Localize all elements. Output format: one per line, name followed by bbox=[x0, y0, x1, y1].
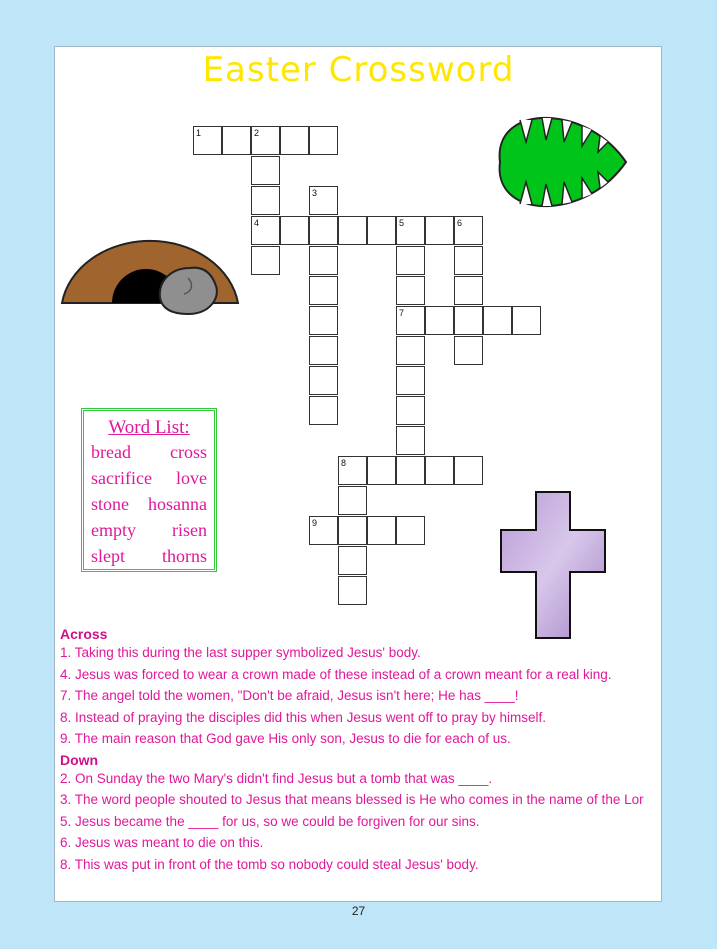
word-list-row bbox=[84, 439, 214, 465]
clue-number: 7 bbox=[399, 308, 405, 318]
word-list-word: cross bbox=[170, 442, 207, 462]
crossword-cell[interactable] bbox=[483, 306, 512, 335]
crossword-cell[interactable] bbox=[396, 276, 425, 305]
crossword-cell[interactable] bbox=[367, 216, 396, 245]
crossword-cell[interactable] bbox=[396, 246, 425, 275]
across-clue: 9. The main reason that God gave His only son, Jesus to die for each of us. bbox=[60, 731, 511, 746]
clue-number: 4 bbox=[254, 218, 260, 228]
crossword-cell[interactable] bbox=[396, 216, 425, 245]
crossword-cell[interactable] bbox=[425, 306, 454, 335]
crossword-cell[interactable] bbox=[338, 576, 367, 605]
crossword-cell[interactable] bbox=[396, 306, 425, 335]
crossword-cell[interactable] bbox=[309, 276, 338, 305]
crossword-cell[interactable] bbox=[251, 126, 280, 155]
word-list-word: love bbox=[176, 468, 207, 488]
crossword-cell[interactable] bbox=[396, 426, 425, 455]
crossword-cell[interactable] bbox=[309, 126, 338, 155]
down-clue: 6. Jesus was meant to die on this. bbox=[60, 835, 264, 850]
crossword-cell[interactable] bbox=[454, 306, 483, 335]
crossword-cell[interactable] bbox=[396, 396, 425, 425]
page-number: 27 bbox=[351, 904, 366, 918]
crossword-cell[interactable] bbox=[396, 456, 425, 485]
crossword-cell[interactable] bbox=[309, 366, 338, 395]
across-clue: 4. Jesus was forced to wear a crown made of these instead of a crown meant for a real king. bbox=[60, 666, 612, 682]
word-list-word: bread bbox=[91, 442, 131, 462]
crossword-cell[interactable] bbox=[425, 216, 454, 245]
crossword-cell[interactable] bbox=[338, 216, 367, 245]
word-list-word: hosanna bbox=[148, 494, 207, 514]
crossword-cell[interactable] bbox=[512, 306, 541, 335]
clues-section bbox=[60, 624, 680, 875]
across-clue: 1. Taking this during the last supper symbolized Jesus' body. bbox=[60, 645, 421, 660]
word-list-word: slept bbox=[91, 546, 125, 566]
word-list-word: risen bbox=[172, 520, 207, 540]
crossword-cell[interactable] bbox=[251, 156, 280, 185]
word-list-word: thorns bbox=[162, 546, 207, 566]
word-list-heading: Word List: bbox=[108, 417, 190, 438]
crossword-cell[interactable] bbox=[425, 456, 454, 485]
crossword-cell[interactable] bbox=[193, 126, 222, 155]
tomb-illustration bbox=[60, 228, 242, 320]
crossword-cell[interactable] bbox=[338, 546, 367, 575]
crossword-cell[interactable] bbox=[454, 216, 483, 245]
crossword-cell[interactable] bbox=[309, 516, 338, 545]
clue-number: 8 bbox=[341, 458, 347, 468]
crossword-cell[interactable] bbox=[280, 216, 309, 245]
clue-number: 3 bbox=[312, 188, 318, 198]
crossword-cell[interactable] bbox=[251, 186, 280, 215]
crossword-cell[interactable] bbox=[309, 186, 338, 215]
clue-number: 6 bbox=[457, 218, 463, 228]
crossword-cell[interactable] bbox=[454, 276, 483, 305]
crossword-cell[interactable] bbox=[309, 216, 338, 245]
across-clue: 7. The angel told the women, "Don't be afraid, Jesus isn't here; He has ____! bbox=[60, 688, 519, 703]
crossword-cell[interactable] bbox=[251, 246, 280, 275]
clue-number: 1 bbox=[196, 128, 202, 138]
crossword-cell[interactable] bbox=[367, 516, 396, 545]
crossword-cell[interactable] bbox=[309, 336, 338, 365]
crossword-cell[interactable] bbox=[280, 126, 309, 155]
crossword-cell[interactable] bbox=[396, 366, 425, 395]
clue-number: 2 bbox=[254, 128, 260, 138]
word-list-word: sacrifice bbox=[91, 468, 152, 488]
clue-number: 5 bbox=[399, 218, 405, 228]
crossword-cell[interactable] bbox=[454, 456, 483, 485]
crossword-cell[interactable] bbox=[454, 246, 483, 275]
page-title: Easter Crossword bbox=[202, 50, 515, 90]
word-list-row bbox=[84, 465, 214, 491]
down-clue: 5. Jesus became the ____ for us, so we could be forgiven for our sins. bbox=[60, 813, 480, 829]
palm-leaf-illustration bbox=[490, 112, 630, 212]
word-list-row bbox=[84, 491, 214, 517]
across-clue: 8. Instead of praying the disciples did this when Jesus went off to pray by himself. bbox=[60, 709, 547, 725]
cross-illustration bbox=[498, 490, 608, 640]
clue-number: 9 bbox=[312, 518, 318, 528]
down-clue: 2. On Sunday the two Mary's didn't find Jesus but a tomb that was ____. bbox=[60, 770, 493, 786]
crossword-cell[interactable] bbox=[309, 396, 338, 425]
crossword-cell[interactable] bbox=[396, 336, 425, 365]
crossword-cell[interactable] bbox=[222, 126, 251, 155]
word-list-row bbox=[84, 517, 214, 543]
word-list-word: stone bbox=[91, 494, 129, 514]
word-list-row bbox=[84, 543, 214, 569]
crossword-cell[interactable] bbox=[338, 486, 367, 515]
across-heading: Across bbox=[60, 626, 108, 642]
crossword-cell[interactable] bbox=[454, 336, 483, 365]
crossword-cell[interactable] bbox=[338, 516, 367, 545]
word-list-word: empty bbox=[91, 520, 136, 540]
down-clue: 3. The word people shouted to Jesus that means blessed is He who comes in the name of the Lor bbox=[60, 792, 644, 807]
crossword-cell[interactable] bbox=[309, 246, 338, 275]
crossword-cell[interactable] bbox=[309, 306, 338, 335]
word-list-box bbox=[81, 408, 217, 572]
down-clue: 8. This was put in front of the tomb so nobody could steal Jesus' body. bbox=[60, 856, 479, 872]
crossword-cell[interactable] bbox=[251, 216, 280, 245]
down-heading: Down bbox=[60, 751, 99, 768]
crossword-cell[interactable] bbox=[338, 456, 367, 485]
crossword-cell[interactable] bbox=[396, 516, 425, 545]
crossword-cell[interactable] bbox=[367, 456, 396, 485]
